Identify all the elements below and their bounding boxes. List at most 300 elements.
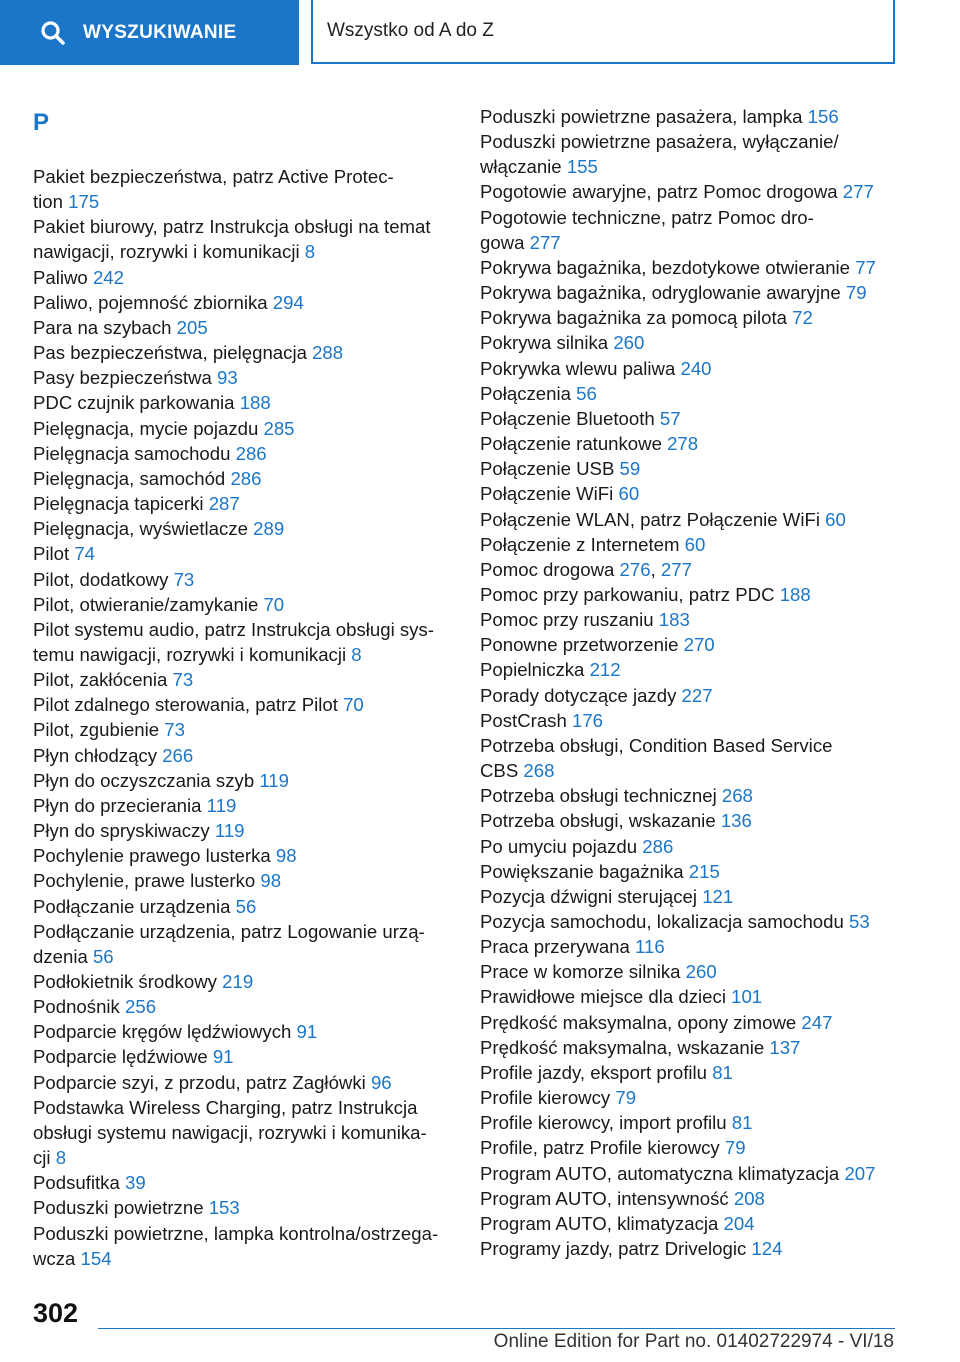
index-entry	[480, 280, 900, 305]
page-link[interactable]: 8	[304, 241, 316, 263]
page-link[interactable]: 56	[92, 945, 114, 967]
entry-text	[33, 667, 453, 692]
page-link[interactable]: 77	[855, 256, 876, 278]
index-entry	[33, 214, 453, 264]
entry-label: PostCrash	[480, 709, 567, 731]
page-link[interactable]: 56	[235, 895, 257, 917]
entry-label: Ponowne przetworzenie	[480, 634, 679, 656]
page-link[interactable]: 8	[55, 1147, 67, 1169]
page-link[interactable]: 81	[731, 1112, 753, 1134]
index-list-left	[33, 164, 453, 1271]
entry-label: Prędkość maksymalna, wskazanie	[480, 1036, 765, 1058]
entry-label: Pielęgnacja, wyświetlacze	[33, 518, 248, 540]
index-entry	[480, 406, 900, 431]
entry-label: Pozycja dźwigni sterującej	[480, 885, 698, 907]
index-entry	[480, 330, 900, 355]
entry-label: Połączenia	[480, 382, 571, 404]
page-link[interactable]: 119	[259, 769, 289, 791]
index-entry	[33, 541, 453, 566]
entry-label: Prędkość maksymalna, opony zimowe	[480, 1011, 797, 1033]
page-link[interactable]: 124	[751, 1238, 783, 1260]
entry-label: Pilot systemu audio, patrz Instrukcja obsługi sys-	[33, 618, 434, 640]
entry-text	[480, 104, 900, 129]
entry-label: Płyn do przecierania	[33, 794, 202, 816]
entry-label: Poduszki powietrzne pasażera, wyłączanie/	[480, 131, 839, 153]
entry-text	[33, 894, 453, 919]
entry-text	[480, 205, 900, 230]
entry-label: Pilot, zgubienie	[33, 719, 160, 741]
entry-label: Pokrywa bagażnika, odryglowanie awaryjne	[480, 282, 841, 304]
index-entry	[480, 683, 900, 708]
index-entry	[33, 969, 453, 994]
page-link[interactable]: 286	[235, 442, 267, 464]
page-link[interactable]: 119	[214, 820, 245, 842]
page-link[interactable]: 219	[222, 971, 254, 992]
page-link[interactable]: 277	[529, 231, 561, 253]
entry-label: Pochylenie prawego lusterka	[33, 845, 271, 867]
entry-label: Poduszki powietrzne pasażera, lampka	[480, 106, 803, 127]
page-link[interactable]: 176	[571, 709, 604, 731]
entry-label: cji	[33, 1147, 51, 1169]
page-link[interactable]: 53	[848, 911, 870, 932]
page-link[interactable]: 287	[208, 493, 240, 515]
index-entry	[33, 617, 453, 667]
index-entry	[33, 491, 453, 516]
page-link[interactable]: 98	[275, 845, 297, 867]
page-link[interactable]: 73	[164, 719, 185, 741]
entry-text	[33, 1095, 453, 1120]
index-entry	[33, 1195, 453, 1220]
index-entry	[480, 129, 900, 179]
index-entry	[480, 305, 900, 330]
entry-text	[33, 868, 453, 893]
entry-text	[480, 1010, 900, 1035]
page-link[interactable]: 242	[92, 266, 124, 288]
page-link[interactable]: 91	[212, 1046, 234, 1068]
entry-label: Paliwo, pojemność zbiornika	[33, 291, 268, 313]
page-link[interactable]: 285	[263, 417, 295, 439]
index-entry	[480, 984, 900, 1009]
entry-text	[33, 1170, 453, 1195]
entry-text	[33, 919, 453, 944]
entry-text	[33, 1044, 453, 1069]
entry-text	[480, 607, 900, 632]
entry-text	[480, 859, 900, 884]
entry-label: Pilot, dodatkowy	[33, 568, 169, 590]
entry-text	[33, 491, 453, 516]
page-link[interactable]: 260	[613, 332, 645, 354]
page-link[interactable]: 277	[842, 181, 874, 203]
entry-text	[480, 330, 900, 355]
entry-text	[33, 390, 453, 415]
page-link[interactable]: 79	[615, 1087, 637, 1109]
entry-label: Podparcie lędźwiowe	[33, 1046, 208, 1068]
page-link[interactable]: 204	[723, 1212, 755, 1234]
page-link[interactable]: 247	[801, 1011, 833, 1033]
index-entry	[480, 481, 900, 506]
index-entry	[33, 290, 453, 315]
entry-label: Profile, patrz Profile kierowcy	[480, 1137, 720, 1159]
entry-text	[33, 265, 453, 290]
entry-text	[33, 969, 453, 994]
entry-text	[480, 959, 900, 984]
entry-text	[33, 1221, 453, 1246]
entry-label: Pokrywa bagażnika za pomocą pilota	[480, 307, 787, 329]
page-link[interactable]: 60	[825, 508, 846, 530]
index-entry	[480, 1161, 900, 1186]
entry-text	[33, 617, 453, 642]
index-entry	[33, 1221, 453, 1271]
entry-label: Połączenie WLAN, patrz Połączenie WiFi	[480, 508, 820, 530]
entry-label: Podparcie szyi, z przodu, patrz Zagłówki	[33, 1071, 366, 1093]
entry-label: PDC czujnik parkowania	[33, 392, 235, 414]
index-entry	[33, 994, 453, 1019]
entry-label: Pakiet bezpieczeństwa, patrz Active Protec-	[33, 166, 394, 187]
index-entry	[480, 1010, 900, 1035]
entry-label: Profile jazdy, eksport profilu	[480, 1061, 708, 1083]
entry-text	[33, 466, 453, 491]
page-link[interactable]: 56	[576, 382, 597, 404]
page-link[interactable]: 207	[844, 1162, 876, 1184]
page-link[interactable]: 39	[125, 1172, 146, 1194]
page-link[interactable]: 96	[370, 1071, 392, 1093]
entry-label: Pomoc drogowa	[480, 558, 615, 580]
entry-text	[480, 909, 900, 934]
page-link[interactable]: 154	[80, 1247, 112, 1269]
index-entry	[33, 1070, 453, 1095]
page-link[interactable]: 286	[230, 467, 262, 489]
index-entry	[33, 919, 453, 969]
index-entry	[33, 1019, 453, 1044]
entry-text	[33, 516, 453, 541]
entry-text	[480, 582, 900, 607]
entry-text-continued	[33, 642, 453, 667]
entry-label: Potrzeba obsługi technicznej	[480, 785, 717, 807]
page-link[interactable]: 278	[667, 433, 699, 455]
entry-text	[480, 657, 900, 682]
entry-text	[33, 692, 453, 717]
edition-text: Online Edition for Part no. 01402722974 - VI/18	[493, 1331, 894, 1352]
index-list-right	[480, 104, 900, 1261]
page-link[interactable]: 136	[720, 810, 752, 832]
page-link[interactable]: 74	[74, 543, 96, 565]
index-entry	[480, 708, 900, 733]
index-entry	[480, 909, 900, 934]
entry-text-continued	[33, 239, 453, 264]
page-link[interactable]: 268	[523, 760, 555, 782]
page-link[interactable]: 208	[733, 1187, 765, 1209]
entry-text	[480, 1211, 900, 1236]
entry-text-continued	[480, 230, 900, 255]
index-entry	[480, 959, 900, 984]
page-link[interactable]: 81	[712, 1061, 733, 1083]
entry-text	[33, 994, 453, 1019]
page-link[interactable]: 256	[125, 996, 157, 1018]
breadcrumb[interactable]	[311, 0, 895, 64]
entry-label: Pomoc przy parkowaniu, patrz PDC	[480, 583, 775, 605]
page-link[interactable]: 70	[263, 593, 285, 615]
index-entry	[480, 431, 900, 456]
entry-text	[480, 834, 900, 859]
entry-label: Podstawka Wireless Charging, patrz Instrukcja	[33, 1096, 418, 1118]
index-entry	[33, 743, 453, 768]
page-link[interactable]: 215	[688, 860, 720, 882]
entry-text	[33, 365, 453, 390]
entry-label: Poduszki powietrzne	[33, 1197, 204, 1219]
entry-text-continued	[480, 154, 900, 179]
index-entry	[480, 104, 900, 129]
index-entry	[480, 255, 900, 280]
entry-label: Pas bezpieczeństwa, pielęgnacja	[33, 342, 307, 364]
search-button[interactable]	[0, 0, 299, 65]
page-link[interactable]: 73	[173, 568, 195, 590]
index-entry	[480, 632, 900, 657]
page-link[interactable]: 79	[724, 1137, 746, 1159]
entry-label: Prace w komorze silnika	[480, 961, 681, 983]
search-button-label: WYSZUKIWANIE	[83, 21, 237, 43]
entry-label: włączanie	[480, 156, 562, 178]
page-link[interactable]: 188	[239, 392, 271, 414]
entry-text	[33, 717, 453, 742]
index-entry	[480, 934, 900, 959]
entry-text	[33, 541, 453, 566]
page-link[interactable]: 60	[618, 483, 640, 505]
index-entry	[33, 667, 453, 692]
entry-text	[480, 783, 900, 808]
index-entry	[33, 516, 453, 541]
entry-text	[480, 481, 900, 506]
entry-text	[480, 1236, 900, 1261]
entry-label: Po umyciu pojazdu	[480, 835, 638, 857]
page-link[interactable]: 101	[731, 986, 763, 1008]
page-link[interactable]: 205	[176, 316, 208, 338]
search-icon	[40, 20, 66, 46]
entry-label: Poduszki powietrzne, lampka kontrolna/ostrzega-	[33, 1222, 439, 1244]
entry-label: Potrzeba obsługi, wskazanie	[480, 810, 716, 832]
page-link[interactable]: 98	[260, 870, 282, 892]
entry-text	[33, 793, 453, 818]
entry-label: Program AUTO, automatyczna klimatyzacja	[480, 1162, 840, 1184]
page-link[interactable]: 175	[68, 191, 100, 213]
index-entry	[480, 179, 900, 204]
entry-text	[33, 1019, 453, 1044]
entry-label: gowa	[480, 231, 525, 253]
page-link[interactable]: 286	[642, 835, 674, 857]
breadcrumb-label: Wszystko od A do Z	[327, 20, 494, 41]
page-link[interactable]: 270	[683, 634, 715, 656]
entry-label: Praca przerywana	[480, 936, 630, 958]
page-link[interactable]: 188	[779, 583, 811, 605]
entry-text	[33, 164, 453, 189]
index-entry	[33, 315, 453, 340]
entry-label: Podłączanie urządzenia	[33, 895, 231, 917]
page-link[interactable]: 227	[681, 684, 713, 706]
entry-label: Połączenie z Internetem	[480, 533, 680, 555]
page-link[interactable]: 260	[685, 961, 717, 983]
entry-text	[33, 290, 453, 315]
entry-text	[480, 255, 900, 280]
entry-label: Pielęgnacja samochodu	[33, 442, 231, 464]
entry-label: Pochylenie, prawe lusterko	[33, 870, 256, 892]
page-link[interactable]: 137	[769, 1036, 801, 1058]
entry-label: Profile kierowcy, import profilu	[480, 1112, 727, 1134]
entry-text	[33, 315, 453, 340]
entry-label: Para na szybach	[33, 316, 172, 338]
entry-label: obsługi systemu nawigacji, rozrywki i komunika-	[33, 1121, 427, 1143]
entry-text	[33, 340, 453, 365]
index-entry	[480, 834, 900, 859]
index-entry	[33, 1095, 453, 1170]
page-link[interactable]: 288	[312, 342, 344, 364]
index-entry	[480, 1236, 900, 1261]
entry-text-continued	[33, 1246, 453, 1271]
entry-label: temu nawigacji, rozrywki i komunikacji	[33, 643, 347, 665]
entry-text	[480, 1135, 900, 1160]
entry-text	[480, 1035, 900, 1060]
entry-text	[33, 843, 453, 868]
index-entry	[33, 868, 453, 893]
page-link[interactable]: 79	[845, 282, 867, 304]
page-link[interactable]: 155	[566, 156, 598, 178]
page-link[interactable]: 289	[253, 518, 285, 540]
index-entry	[33, 1170, 453, 1195]
entry-label: Płyn do oczyszczania szyb	[33, 769, 255, 791]
page-link[interactable]: 57	[659, 407, 681, 429]
page-link[interactable]: 59	[619, 458, 641, 480]
entry-label: Pilot, otwieranie/zamykanie	[33, 593, 259, 615]
entry-text	[480, 1161, 900, 1186]
index-entry	[33, 592, 453, 617]
page-link[interactable]: 8	[351, 643, 362, 665]
index-entry	[480, 1060, 900, 1085]
index-entry	[33, 894, 453, 919]
page-link[interactable]: 93	[216, 367, 238, 389]
index-entry	[480, 808, 900, 833]
entry-text	[480, 708, 900, 733]
index-entry	[480, 859, 900, 884]
entry-label: Podsufitka	[33, 1172, 120, 1194]
index-entry	[480, 557, 900, 582]
index-entry	[480, 456, 900, 481]
entry-label: Popielniczka	[480, 659, 585, 681]
entry-label: Pasy bezpieczeństwa	[33, 367, 212, 389]
entry-label: nawigacji, rozrywki i komunikacji	[33, 241, 300, 263]
page-link[interactable]: 60	[684, 533, 706, 555]
index-entry	[33, 390, 453, 415]
index-entry	[33, 567, 453, 592]
entry-text-continued	[33, 1120, 453, 1145]
page-link[interactable]: 72	[792, 307, 813, 329]
entry-label: Podłączanie urządzenia, patrz Logowanie urzą-	[33, 920, 425, 942]
entry-label: Paliwo	[33, 266, 88, 288]
entry-label: Pilot, zakłócenia	[33, 669, 168, 691]
index-entry	[33, 818, 453, 843]
index-entry	[480, 607, 900, 632]
page-link[interactable]: 277	[660, 558, 692, 580]
index-entry	[33, 466, 453, 491]
page-link[interactable]: 121	[702, 885, 734, 907]
index-entry	[480, 1035, 900, 1060]
page-link[interactable]: 240	[680, 357, 712, 379]
page-link[interactable]: 70	[343, 694, 364, 716]
index-entry	[480, 1135, 900, 1160]
entry-text	[33, 416, 453, 441]
page-link[interactable]: 119	[206, 794, 237, 816]
page-link[interactable]: 116	[635, 936, 665, 958]
entry-text	[480, 1060, 900, 1085]
page-link[interactable]: 73	[172, 669, 194, 691]
index-entry	[33, 692, 453, 717]
index-entry	[480, 205, 900, 255]
page-link[interactable]: 153	[208, 1197, 240, 1219]
entry-label: Pokrywa bagażnika, bezdotykowe otwieranie	[480, 256, 851, 278]
entry-text	[480, 984, 900, 1009]
index-entry	[33, 340, 453, 365]
entry-text	[480, 456, 900, 481]
page-link[interactable]: 91	[296, 1021, 318, 1043]
index-entry	[480, 507, 900, 532]
index-column-left	[33, 104, 453, 1271]
entry-text	[480, 884, 900, 909]
entry-label: Porady dotyczące jazdy	[480, 684, 677, 706]
entry-text	[33, 592, 453, 617]
entry-label: Prawidłowe miejsce dla dzieci	[480, 986, 726, 1008]
entry-text-continued	[33, 1145, 453, 1170]
index-entry	[33, 365, 453, 390]
entry-text	[33, 768, 453, 793]
index-entry	[480, 532, 900, 557]
entry-label: Pilot	[33, 543, 70, 565]
index-entry	[480, 783, 900, 808]
entry-text-continued	[480, 758, 900, 783]
entry-label: Połączenie Bluetooth	[480, 407, 655, 429]
entry-text	[480, 1085, 900, 1110]
page-link[interactable]: 156	[807, 106, 839, 127]
page-link[interactable]: 183	[658, 609, 690, 631]
page-link[interactable]: 294	[272, 291, 304, 313]
entry-label: Pogotowie techniczne, patrz Pomoc dro-	[480, 206, 814, 228]
page-link[interactable]: 212	[589, 659, 621, 681]
page-link[interactable]: 276	[619, 558, 651, 580]
page-link[interactable]: 266	[162, 744, 194, 766]
entry-label: Program AUTO, intensywność	[480, 1187, 729, 1209]
entry-label: Pielęgnacja tapicerki	[33, 493, 204, 515]
index-entry	[480, 884, 900, 909]
entry-text	[33, 743, 453, 768]
page-separator: ,	[650, 558, 656, 580]
page-link[interactable]: 268	[721, 785, 753, 807]
entry-label: Program AUTO, klimatyzacja	[480, 1212, 719, 1234]
entry-text	[480, 356, 900, 381]
entry-text	[480, 1110, 900, 1135]
entry-label: Potrzeba obsługi, Condition Based Service	[480, 734, 833, 756]
index-column-right	[480, 104, 900, 1261]
entry-label: Podparcie kręgów lędźwiowych	[33, 1021, 292, 1043]
entry-label: Profile kierowcy	[480, 1087, 611, 1109]
entry-text	[480, 683, 900, 708]
index-entry	[33, 1044, 453, 1069]
entry-text	[480, 305, 900, 330]
entry-text	[33, 1070, 453, 1095]
entry-label: Podnośnik	[33, 996, 120, 1018]
section-letter: P	[33, 109, 50, 136]
entry-label: wcza	[33, 1247, 76, 1269]
entry-text	[480, 406, 900, 431]
entry-text	[33, 1195, 453, 1220]
entry-text	[480, 280, 900, 305]
entry-label: Pilot zdalnego sterowania, patrz Pilot	[33, 694, 338, 716]
entry-text	[480, 179, 900, 204]
